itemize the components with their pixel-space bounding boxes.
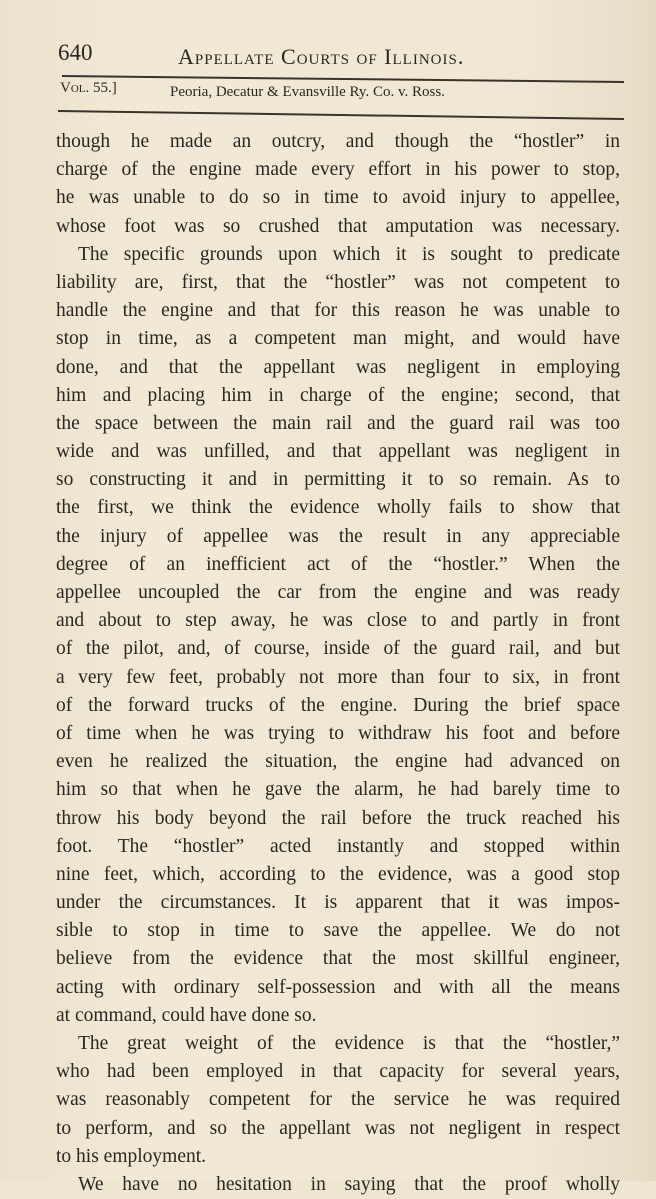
header-rule-top: [62, 75, 624, 82]
text-line: and about to step away, he was close to and partly in front: [56, 610, 620, 632]
body-text: [56, 128, 620, 1199]
text-line: even he realized the situation, the engine had advanced on: [56, 751, 620, 773]
text-line: the space between the main rail and the guard rail was too: [56, 412, 620, 434]
text-line: wide and was unfilled, and that appellant was negligent in: [56, 441, 620, 463]
text-line: him and placing him in charge of the engine; second, that: [56, 384, 620, 406]
text-line: believe from the evidence that the most skillful engineer,: [56, 948, 620, 970]
text-line: him so that when he gave the alarm, he had barely time to: [56, 779, 620, 801]
text-line: a very few feet, probably not more than four to six, in front: [56, 666, 620, 688]
text-line: foot. The “hostler” acted instantly and stopped within: [56, 835, 620, 857]
text-line: We have no hesitation in saying that the proof wholly: [78, 1173, 620, 1195]
text-line: stop in time, as a competent man might, and would have: [56, 328, 620, 350]
text-line: The specific grounds upon which it is sought to predicate: [78, 243, 620, 265]
text-line: at command, could have done so.: [56, 1004, 317, 1026]
text-line: liability are, first, that the “hostler” was not competent to: [56, 271, 620, 293]
text-line: the first, we think the evidence wholly fails to show that: [56, 497, 620, 519]
text-line: of time when he was trying to withdraw his foot and before: [56, 722, 620, 744]
text-line: to his employment.: [56, 1145, 207, 1167]
text-line: of the pilot, and, of course, inside of the guard rail, and but: [56, 638, 620, 660]
page-number: 640: [58, 40, 93, 65]
text-line: done, and that the appellant was negligent in employing: [56, 356, 620, 378]
text-line: The great weight of the evidence is that the “hostler,”: [78, 1033, 620, 1054]
text-line: though he made an outcry, and though the “hostler” in: [56, 131, 620, 152]
text-line: sible to stop in time to save the appellee. We do not: [56, 920, 620, 942]
volume-label: Vol. 55.]: [60, 80, 117, 96]
text-line: throw his body beyond the rail before the truck reached his: [56, 807, 620, 829]
text-line: the injury of appellee was the result in any appreciable: [56, 525, 620, 547]
text-line: appellee uncoupled the car from the engine and was ready: [56, 582, 620, 603]
text-line: he was unable to do so in time to avoid injury to appellee,: [56, 187, 620, 209]
text-line: charge of the engine made every effort in his power to stop,: [56, 159, 620, 181]
text-line: whose foot was so crushed that amputation was necessary.: [56, 215, 620, 237]
text-line: was reasonably competent for the service he was required: [56, 1089, 620, 1111]
text-line: under the circumstances. It is apparent that it was impos-: [56, 892, 620, 914]
case-title: Peoria, Decatur & Evansville Ry. Co. v. Ross.: [170, 84, 445, 100]
text-line: so constructing it and in permitting it to so remain. As to: [56, 469, 620, 491]
text-line: of the forward trucks of the engine. During the brief space: [56, 694, 620, 716]
header-rule-bottom: [58, 110, 624, 119]
text-line: handle the engine and that for this reason he was unable to: [56, 300, 620, 322]
running-title: Appellate Courts of Illinois.: [178, 44, 465, 69]
text-line: acting with ordinary self-possession and with all the means: [56, 976, 620, 998]
text-line: degree of an inefficient act of the “hostler.” When the: [56, 553, 620, 575]
text-line: to perform, and so the appellant was not negligent in respect: [56, 1117, 620, 1139]
text-line: who had been employed in that capacity for several years,: [56, 1061, 620, 1083]
text-line: nine feet, which, according to the evidence, was a good stop: [56, 863, 620, 885]
